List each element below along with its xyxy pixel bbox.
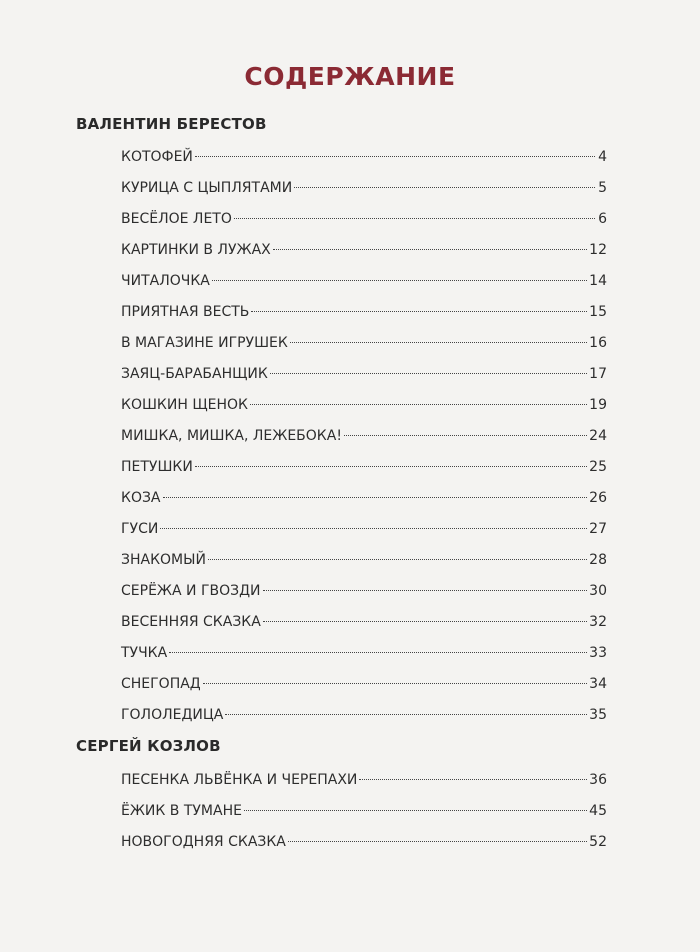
toc-entry-page-number: 25: [589, 459, 607, 475]
toc-entry: [121, 207, 607, 238]
toc-entry: [121, 486, 607, 517]
toc-entry-title: СНЕГОПАД: [121, 676, 201, 692]
dot-leader: [195, 156, 595, 157]
toc-entry-title: ВЕСЕННЯЯ СКАЗКА: [121, 614, 261, 630]
toc-entry-title: В МАГАЗИНЕ ИГРУШЕК: [121, 335, 288, 351]
toc-entry: [121, 672, 607, 703]
toc-entry-title: КОТОФЕЙ: [121, 149, 193, 165]
toc-entry-page-number: 45: [589, 803, 607, 819]
toc-entry-title: КАРТИНКИ В ЛУЖАХ: [121, 242, 271, 258]
toc-entry-page-number: 33: [589, 645, 607, 661]
dot-leader: [212, 280, 587, 281]
toc-entry-page-number: 27: [589, 521, 607, 537]
toc-entry: [121, 768, 607, 799]
toc-entry-title: ПЕТУШКИ: [121, 459, 193, 475]
toc-entry-title: КОШКИН ЩЕНОК: [121, 397, 248, 413]
toc-entry: [121, 517, 607, 548]
toc-entry-page-number: 4: [598, 149, 607, 165]
dot-leader: [288, 841, 587, 842]
toc-entry: [121, 455, 607, 486]
toc-entry-title: КОЗА: [121, 490, 161, 506]
toc-entry-title: ЁЖИК В ТУМАНЕ: [121, 803, 242, 819]
toc-entry-page-number: 35: [589, 707, 607, 723]
toc-entry-title: ТУЧКА: [121, 645, 168, 661]
toc-entry: [121, 799, 607, 830]
toc-entry-title: ВЕСЁЛОЕ ЛЕТО: [121, 211, 232, 227]
toc-entry: [121, 703, 607, 734]
toc-entry-title: КУРИЦА С ЦЫПЛЯТАМИ: [121, 180, 293, 196]
dot-leader: [290, 342, 587, 343]
toc-entry: [121, 610, 607, 641]
dot-leader: [344, 435, 587, 436]
toc-entry-title: ЗНАКОМЫЙ: [121, 552, 206, 568]
toc-entry-page-number: 19: [589, 397, 607, 413]
toc-entry-page-number: 15: [589, 304, 607, 320]
toc-entry: [121, 269, 607, 300]
dot-leader: [195, 466, 587, 467]
toc-list-berestov: [121, 145, 607, 734]
toc-entry: [121, 176, 607, 207]
toc-entry-page-number: 34: [589, 676, 607, 692]
toc-entry-title: ГОЛОЛЕДИЦА: [121, 707, 224, 723]
dot-leader: [270, 373, 587, 374]
toc-entry: [121, 145, 607, 176]
toc-entry-page-number: 28: [589, 552, 607, 568]
dot-leader: [163, 497, 588, 498]
toc-entry-page-number: 12: [589, 242, 607, 258]
toc-entry-page-number: 32: [589, 614, 607, 630]
toc-entry: [121, 830, 607, 861]
toc-entry-page-number: 36: [589, 772, 607, 788]
toc-entry-title: ГУСИ: [121, 521, 159, 537]
toc-entry: [121, 641, 607, 672]
toc-entry-page-number: 5: [598, 180, 607, 196]
toc-entry-page-number: 17: [589, 366, 607, 382]
dot-leader: [234, 218, 595, 219]
toc-entry-title: СЕРЁЖА И ГВОЗДИ: [121, 583, 261, 599]
toc-entry: [121, 424, 607, 455]
toc-entry: [121, 393, 607, 424]
dot-leader: [208, 559, 587, 560]
dot-leader: [169, 652, 587, 653]
dot-leader: [263, 590, 588, 591]
page-title: СОДЕРЖАНИЕ: [244, 62, 456, 91]
toc-entry-page-number: 14: [589, 273, 607, 289]
dot-leader: [160, 528, 587, 529]
toc-entry-page-number: 16: [589, 335, 607, 351]
toc-entry-title: ЧИТАЛОЧКА: [121, 273, 210, 289]
toc-entry-title: ПЕСЕНКА ЛЬВЁНКА И ЧЕРЕПАХИ: [121, 772, 358, 788]
toc-entry-title: ПРИЯТНАЯ ВЕСТЬ: [121, 304, 250, 320]
dot-leader: [250, 404, 587, 405]
toc-entry: [121, 362, 607, 393]
dot-leader: [251, 311, 587, 312]
dot-leader: [263, 621, 587, 622]
dot-leader: [359, 779, 587, 780]
toc-list-kozlov: [121, 768, 607, 861]
toc-entry-page-number: 24: [589, 428, 607, 444]
toc-entry: [121, 238, 607, 269]
toc-entry: [121, 331, 607, 362]
author-heading-berestov: ВАЛЕНТИН БЕРЕСТОВ: [76, 115, 267, 133]
dot-leader: [273, 249, 587, 250]
toc-entry: [121, 300, 607, 331]
toc-entry-page-number: 26: [589, 490, 607, 506]
toc-entry-title: НОВОГОДНЯЯ СКАЗКА: [121, 834, 286, 850]
toc-entry-title: ЗАЯЦ-БАРАБАНЩИК: [121, 366, 268, 382]
dot-leader: [244, 810, 587, 811]
toc-entry: [121, 548, 607, 579]
dot-leader: [225, 714, 587, 715]
toc-entry: [121, 579, 607, 610]
dot-leader: [294, 187, 595, 188]
toc-entry-page-number: 30: [589, 583, 607, 599]
author-heading-kozlov: СЕРГЕЙ КОЗЛОВ: [76, 737, 221, 755]
toc-entry-title: МИШКА, МИШКА, ЛЕЖЕБОКА!: [121, 428, 342, 444]
toc-entry-page-number: 52: [589, 834, 607, 850]
dot-leader: [203, 683, 587, 684]
toc-entry-page-number: 6: [598, 211, 607, 227]
